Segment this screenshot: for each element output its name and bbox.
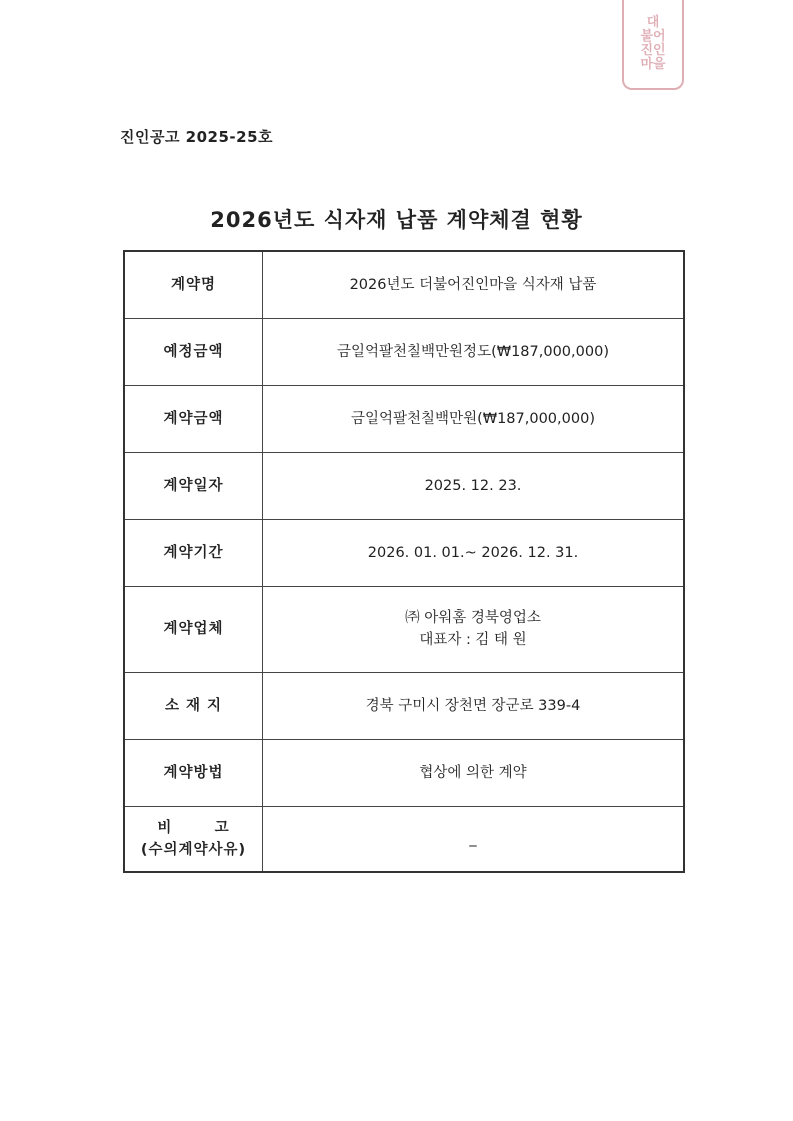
row-label: 계약업체 [124, 586, 263, 672]
remarks-sublabel: (수의계약사유) [140, 841, 247, 858]
table-row [124, 251, 684, 318]
row-value [263, 586, 685, 672]
table-row [124, 806, 684, 872]
row-label: 계약방법 [124, 739, 263, 806]
official-seal: 대 불어 진인 마을 [622, 0, 684, 90]
row-label: 예정금액 [124, 318, 263, 385]
row-label [124, 806, 263, 872]
row-label: 계약기간 [124, 519, 263, 586]
row-label: 계약명 [124, 251, 263, 318]
company-name: ㈜ 아워홈 경북영업소 [405, 610, 541, 626]
row-value: 협상에 의한 계약 [263, 739, 685, 806]
table-row [124, 739, 684, 806]
row-label: 소 재 지 [124, 672, 263, 739]
table-row [124, 318, 684, 385]
table-row [124, 385, 684, 452]
row-value: 2025. 12. 23. [263, 452, 685, 519]
remarks-label: 비 고 [157, 819, 230, 836]
table-row [124, 519, 684, 586]
row-value: _ [263, 806, 685, 872]
table-row [124, 452, 684, 519]
row-value: 2026. 01. 01.~ 2026. 12. 31. [263, 519, 685, 586]
row-value: 금일억팔천칠백만원(₩187,000,000) [263, 385, 685, 452]
notice-number: 진인공고 2025-25호 [120, 128, 274, 146]
contract-table [123, 250, 685, 873]
row-label: 계약금액 [124, 385, 263, 452]
row-value: 2026년도 더불어진인마을 식자재 납품 [263, 251, 685, 318]
row-value: 경북 구미시 장천면 장군로 339-4 [263, 672, 685, 739]
table-row [124, 672, 684, 739]
table-row [124, 586, 684, 672]
document-title: 2026년도 식자재 납품 계약체결 현황 [210, 208, 583, 232]
row-value: 금일억팔천칠백만원정도(₩187,000,000) [263, 318, 685, 385]
row-label: 계약일자 [124, 452, 263, 519]
company-representative: 대표자 : 김 태 원 [419, 632, 527, 648]
